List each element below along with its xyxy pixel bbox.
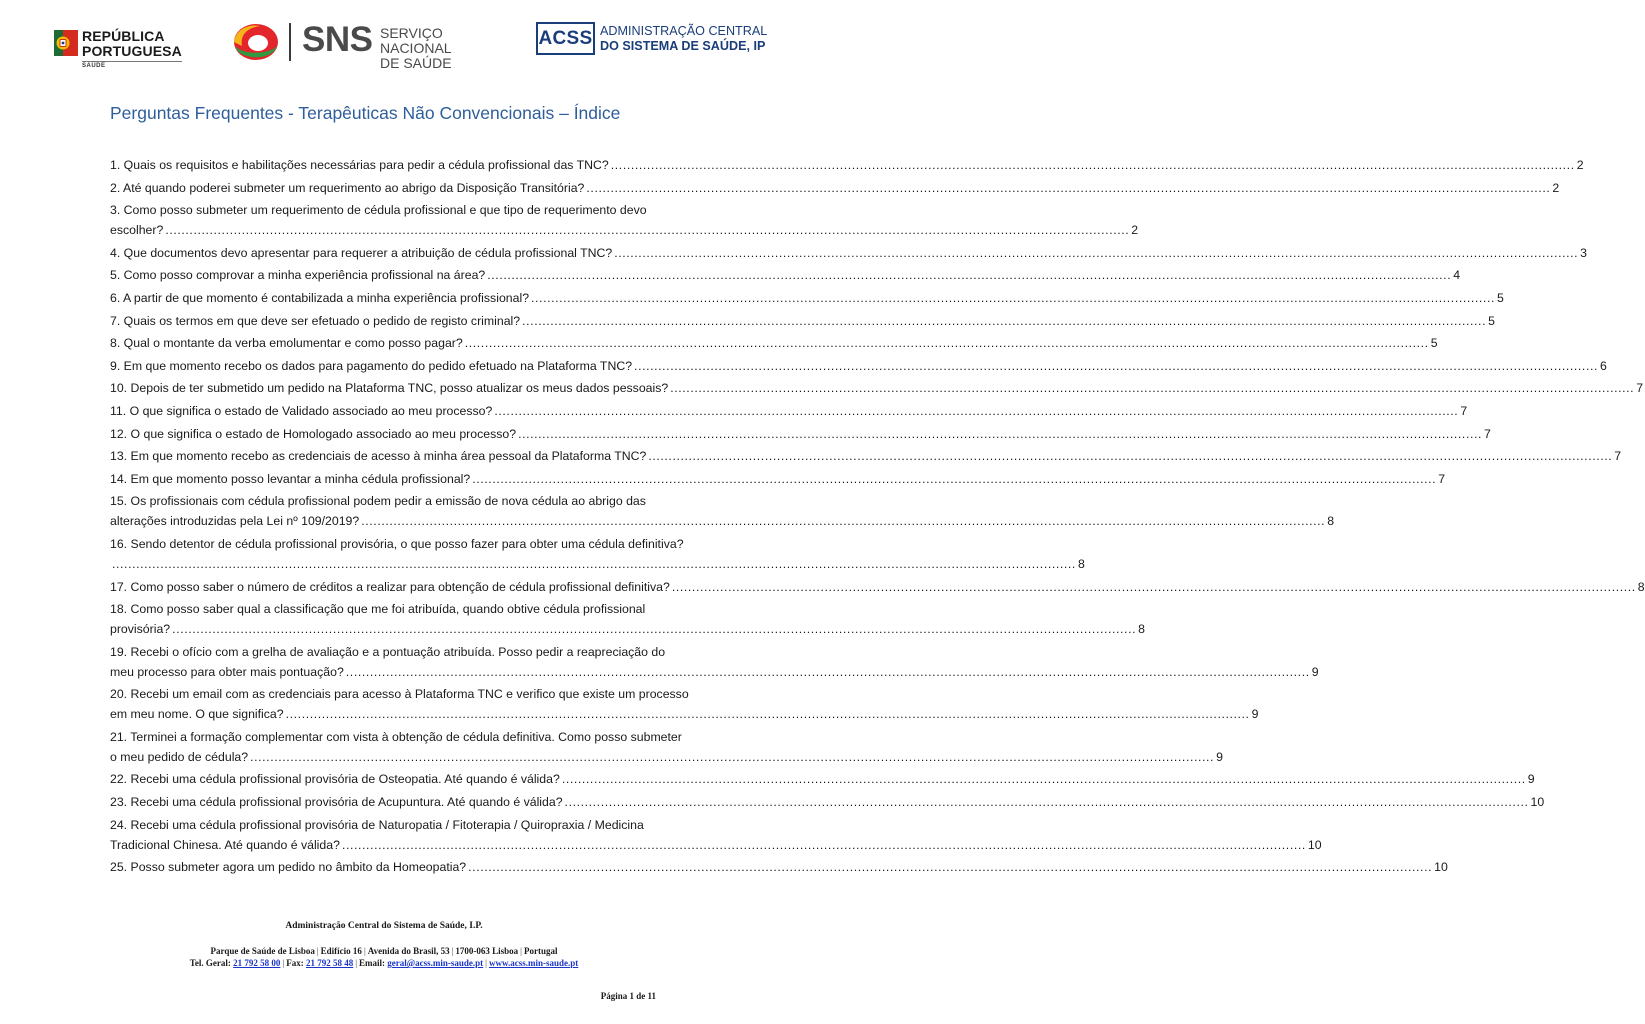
toc-entry[interactable] [110, 857, 1448, 877]
toc-entry[interactable] [110, 378, 1644, 398]
toc-entry[interactable] [110, 401, 1468, 421]
footer-website-link[interactable]: www.acss.min-saude.pt [488, 958, 579, 968]
toc-entry-text: 22. Recebi uma cédula profissional provisória de Osteopatia. Até quando é válida? [110, 772, 560, 787]
toc-entry-text: 14. Em que momento posso levantar a minha cédula profissional? [110, 471, 471, 486]
toc-entry[interactable] [110, 155, 1584, 175]
toc-entry[interactable] [110, 424, 1491, 444]
toc-page-number: 8 [1327, 514, 1335, 529]
toc-entry[interactable] [110, 333, 1438, 353]
toc-page-number: 8 [1637, 579, 1645, 594]
table-of-contents [110, 155, 1645, 877]
toc-dot-leader [562, 769, 1526, 789]
toc-entry[interactable] [110, 243, 1587, 263]
toc-entry-text-line1: 24. Recebi uma cédula profissional provisória de Naturopatia / Fitoterapia / Quiropraxia / Medicina [110, 817, 644, 832]
toc-page-number: 7 [1438, 471, 1446, 486]
toc-entry-text: 5. Como posso comprovar a minha experiência profissional na área? [110, 268, 486, 283]
toc-dot-leader [472, 469, 1436, 489]
toc-entry[interactable] [110, 491, 1335, 531]
toc-dot-leader [112, 554, 1076, 574]
toc-dot-leader [522, 311, 1486, 331]
toc-entry-text: 13. Em que momento recebo as credenciais de acesso à minha área pessoal da Plataforma TNC? [110, 449, 647, 464]
toc-entry[interactable] [110, 642, 1319, 682]
toc-entry-text: 11. O que significa o estado de Validado associado ao meu processo? [110, 403, 493, 418]
toc-dot-leader [286, 704, 1250, 724]
toc-entry[interactable] [110, 469, 1446, 489]
toc-page-number: 9 [1311, 664, 1319, 679]
republica-portuguesa-wordmark: REPÚBLICA PORTUGUESA [82, 28, 182, 59]
toc-page-number: 8 [1138, 622, 1145, 637]
toc-entry-text: em meu nome. O que significa? [110, 707, 284, 722]
toc-entry[interactable] [110, 534, 1085, 574]
toc-page-number: 3 [1580, 245, 1587, 260]
toc-entry[interactable] [110, 792, 1545, 812]
toc-dot-leader [494, 401, 1458, 421]
footer-contacts: Tel. Geral: 21 792 58 00 | Fax: 21 792 58 48 | Email: geral@acss.min-saude.pt | www.acss.min-saude.pt [189, 958, 579, 968]
toc-page-number: 2 [1576, 158, 1584, 172]
toc-entry-text: 1. Quais os requisitos e habilitações necessárias para pedir a cédula profissional das TNC? [110, 158, 609, 172]
footer-address: Parque de Saúde de Lisboa | Edifício 16 | Avenida do Brasil, 53 | 1700-063 Lisboa | Portugal [210, 946, 558, 956]
sns-logo [232, 20, 512, 71]
toc-dot-leader [172, 619, 1136, 639]
toc-page-number: 9 [1251, 707, 1259, 722]
toc-entry[interactable] [110, 265, 1461, 285]
toc-page-number: 8 [1077, 556, 1085, 571]
footer-organization: Administração Central do Sistema de Saúde, I.P. [285, 921, 483, 931]
toc-dot-leader [565, 792, 1529, 812]
toc-page-number: 10 [1434, 860, 1448, 875]
republica-divider [82, 61, 182, 62]
toc-page-number: 6 [1600, 358, 1607, 373]
toc-entry[interactable] [110, 577, 1645, 597]
toc-dot-leader [670, 378, 1634, 398]
toc-entry-text: 12. O que significa o estado de Homologado associado ao meu processo? [110, 426, 517, 441]
toc-dot-leader [165, 220, 1129, 240]
toc-page-number: 5 [1430, 336, 1438, 351]
footer-tel-link[interactable]: 21 792 58 00 [233, 958, 281, 968]
toc-dot-leader [648, 446, 1612, 466]
page-number: Página 1 de 11 [600, 991, 656, 1001]
toc-dot-leader [518, 424, 1482, 444]
toc-dot-leader [672, 577, 1636, 597]
toc-entry-text: 25. Posso submeter agora um pedido no âmbito da Homeopatia? [110, 860, 467, 875]
toc-dot-leader [342, 835, 1306, 855]
toc-page-number: 9 [1216, 749, 1223, 764]
toc-entry[interactable] [110, 288, 1504, 308]
toc-page-number: 10 [1307, 837, 1322, 852]
footer-fax-link[interactable]: 21 792 58 48 [305, 958, 354, 968]
toc-entry-text: 8. Qual o montante da verba emolumentar e como posso pagar? [110, 336, 463, 351]
toc-entry-text: 17. Como posso saber o número de créditos a realizar para obtenção de cédula profissional definitiva? [110, 579, 670, 594]
toc-dot-leader [346, 662, 1310, 682]
republica-subtitle: SAÚDE [82, 63, 106, 69]
toc-entry[interactable] [110, 684, 1259, 724]
toc-entry-text-line1: 21. Terminei a formação complementar com vista à obtenção de cédula definitiva. Como posso submeter [110, 729, 682, 744]
footer-email-link[interactable]: geral@acss.min-saude.pt [387, 958, 484, 968]
toc-dot-leader [465, 333, 1429, 353]
toc-entry-text-line1: 19. Recebi o ofício com a grelha de avaliação e a pontuação atribuída. Posso pedir a reapreciação do [110, 644, 666, 659]
toc-page-number: 7 [1636, 381, 1644, 396]
toc-entry-text: 23. Recebi uma cédula profissional provisória de Acupuntura. Até quando é válida? [110, 795, 563, 810]
toc-entry[interactable] [110, 356, 1607, 376]
toc-entry[interactable] [110, 769, 1535, 789]
toc-entry[interactable] [110, 200, 1139, 240]
toc-dot-leader [634, 356, 1598, 376]
acss-abbreviation: ACSS [538, 27, 593, 49]
toc-dot-leader [614, 243, 1578, 263]
toc-entry-text: 10. Depois de ter submetido um pedido na Plataforma TNC, posso atualizar os meus dados pessoais? [110, 381, 669, 396]
toc-entry-text: 4. Que documentos devo apresentar para requerer a atribuição de cédula profissional TNC? [110, 245, 613, 260]
portugal-flag-emblem-icon [54, 30, 78, 56]
toc-entry-text-line1: 16. Sendo detentor de cédula profissional provisória, o que posso fazer para obter uma cédula definitiva? [110, 536, 684, 551]
toc-entry-text: o meu pedido de cédula? [110, 749, 249, 764]
toc-entry-text: Tradicional Chinesa. Até quando é válida? [110, 837, 340, 852]
toc-page-number: 7 [1460, 403, 1468, 418]
toc-entry-text-line1: 18. Como posso saber qual a classificação que me foi atribuída, quando obtive cédula profissional [110, 602, 646, 617]
toc-entry-text: 2. Até quando poderei submeter um requerimento ao abrigo da Disposição Transitória? [110, 180, 585, 195]
acss-box [536, 22, 595, 55]
toc-entry-text: provisória? [110, 622, 171, 637]
toc-dot-leader [487, 265, 1451, 285]
toc-entry-text: escolher? [110, 223, 164, 238]
toc-page-number: 7 [1614, 449, 1622, 464]
acss-full-name: ADMINISTRAÇÃO CENTRAL DO SISTEMA DE SAÚDE, IP [600, 24, 768, 53]
toc-entry-text: meu processo para obter mais pontuação? [110, 664, 344, 679]
toc-entry[interactable] [110, 311, 1495, 331]
toc-dot-leader [250, 747, 1214, 767]
toc-entry-text: 7. Quais os termos em que deve ser efetuado o pedido de registo criminal? [110, 313, 521, 328]
toc-dot-leader [531, 288, 1495, 308]
toc-page-number: 2 [1131, 223, 1139, 238]
page-title: Perguntas Frequentes - Terapêuticas Não Convencionais – Índice [110, 103, 621, 123]
toc-entry[interactable] [110, 446, 1622, 466]
toc-entry-text: 6. A partir de que momento é contabilizada a minha experiência profissional? [110, 290, 530, 305]
toc-page-number: 7 [1484, 426, 1491, 441]
toc-entry-text: 9. Em que momento recebo os dados para pagamento do pedido efetuado na Plataforma TNC? [110, 358, 633, 373]
toc-entry-text: alterações introduzidas pela Lei nº 109/2019? [110, 514, 360, 529]
toc-page-number: 4 [1453, 268, 1461, 283]
sns-full-name: SERVIÇO NACIONAL DE SAÚDE [380, 25, 452, 71]
toc-entry[interactable] [110, 815, 1322, 855]
toc-entry[interactable] [110, 599, 1145, 639]
toc-page-number: 2 [1552, 180, 1560, 195]
toc-entry-text-line1: 15. Os profissionais com cédula profissional podem pedir a emissão de nova cédula ao abrigo das [110, 494, 646, 509]
toc-page-number: 5 [1488, 313, 1495, 328]
toc-page-number: 5 [1496, 290, 1504, 305]
sns-divider [289, 23, 291, 61]
toc-dot-leader [611, 155, 1575, 175]
toc-dot-leader [468, 857, 1432, 877]
sns-abbreviation: SNS [302, 20, 373, 59]
toc-entry[interactable] [110, 178, 1560, 198]
sns-heart-icon [232, 22, 280, 62]
toc-page-number: 10 [1530, 795, 1545, 810]
toc-entry-text-line1: 20. Recebi um email com as credenciais para acesso à Plataforma TNC e verifico que existe um processo [110, 687, 689, 702]
republica-portuguesa-logo [54, 26, 184, 72]
toc-dot-leader [586, 178, 1550, 198]
toc-entry[interactable] [110, 727, 1223, 767]
toc-dot-leader [361, 511, 1325, 531]
toc-entry-text-line1: 3. Como posso submeter um requerimento de cédula profissional e que tipo de requerimento devo [110, 203, 647, 218]
toc-page-number: 9 [1527, 772, 1535, 787]
acss-logo [536, 22, 768, 58]
